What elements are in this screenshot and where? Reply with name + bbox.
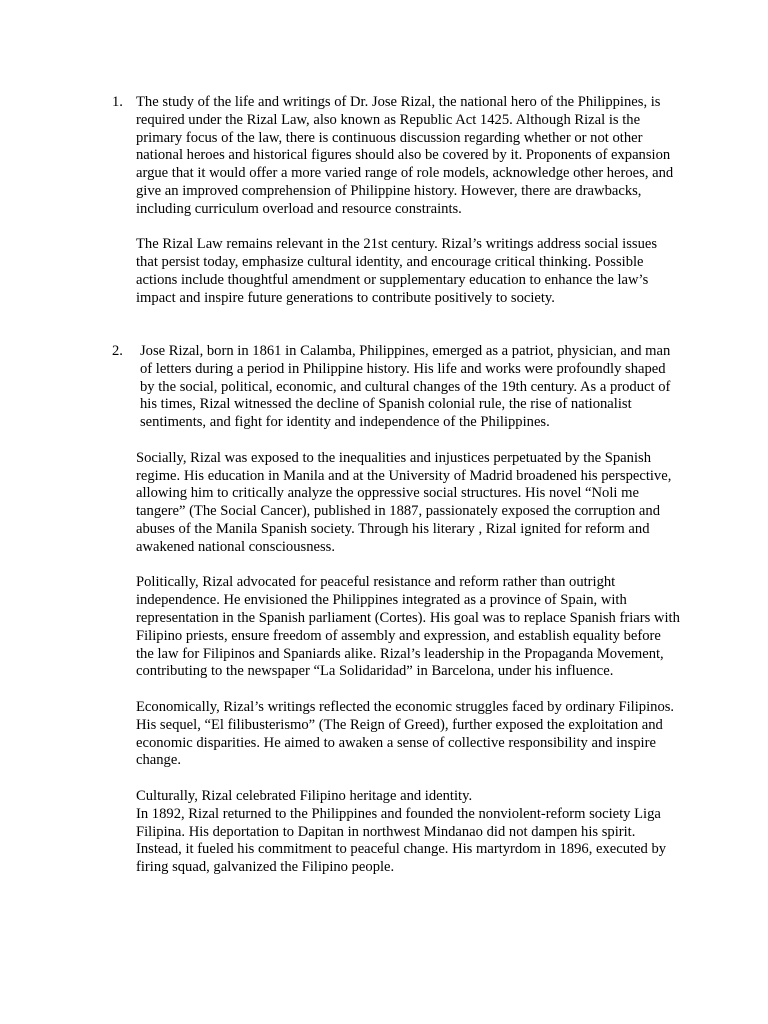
list-number: 2. <box>112 343 123 359</box>
paragraph: Jose Rizal, born in 1861 in Calamba, Philippines, emerged as a patriot, physician, and man of letters during a period in Philippine history. His life and works were profoundly shaped by the social, political, economic, and cultural changes of the 19th century. As a product of his times, Rizal witnessed the decline of Spanish colonial rule, the rise of nationalist sentiments, and fight for identity and independence of the Philippines. <box>140 343 671 431</box>
paragraph: Socially, Rizal was exposed to the inequalities and injustices perpetuated by the Spanish regime. His education in Manila and at the University of Madrid broadened his perspective, allowing him to critically analyze the oppressive social structures. His novel “Noli me tangere” (The Social Cancer), published in 1887, passionately exposed the corruption and abuses of the Manila Spanish society. Through his literary , Rizal ignited for reform and awakened national consciousness. <box>136 449 672 555</box>
paragraph: Politically, Rizal advocated for peaceful resistance and reform rather than outright independence. He envisioned the Philippines integrated as a province of Spain, with representation in the Spanish parliament (Cortes). His goal was to replace Spanish friars with Filipino priests, ensure freedom of assembly and expression, and establish equality before the law for Filipinos and Spaniards alike. Rizal’s leadership in the Propaganda Movement, contributing to the newspaper “La Solidaridad” in Barcelona, under his influence. <box>136 574 680 680</box>
list-number: 1. <box>112 94 123 110</box>
paragraph: The study of the life and writings of Dr. Jose Rizal, the national hero of the Philippines, is required under the Rizal Law, also known as Republic Act 1425. Although Rizal is the primary focus of the law, there is continuous discussion regarding whether or not other national heroes and historical figures should also be covered by it. Proponents of expansion argue that it would offer a more varied range of role models, acknowledge other heroes, and give an improved comprehension of Philippine history. However, there are drawbacks, including curriculum overload and resource constraints. <box>136 94 674 217</box>
paragraph: The Rizal Law remains relevant in the 21st century. Rizal’s writings address social issues that persist today, emphasize cultural identity, and encourage critical thinking. Possible actions include thoughtful amendment or supplementary education to enhance the law’s impact and inspire future generations to contribute positively to society. <box>136 236 658 306</box>
list-item-body <box>136 94 682 308</box>
paragraph: In 1892, Rizal returned to the Philippines and founded the nonviolent-reform society Liga Filipina. His deportation to Dapitan in northwest Mindanao did not dampen his spirit. Instead, it fueled his commitment to peaceful change. His martyrdom in 1896, executed by firing squad, galvanized the Filipino people. <box>136 805 667 876</box>
paragraph: Economically, Rizal’s writings reflected the economic struggles faced by ordinary Filipinos. His sequel, “El filibusterismo” (The Reign of Greed), further exposed the exploitation and economic disparities. He aimed to awaken a sense of collective responsibility and inspire change. <box>136 698 675 769</box>
paragraph: Culturally, Rizal celebrated Filipino heritage and identity. <box>136 787 473 804</box>
list-item-body <box>136 343 682 877</box>
